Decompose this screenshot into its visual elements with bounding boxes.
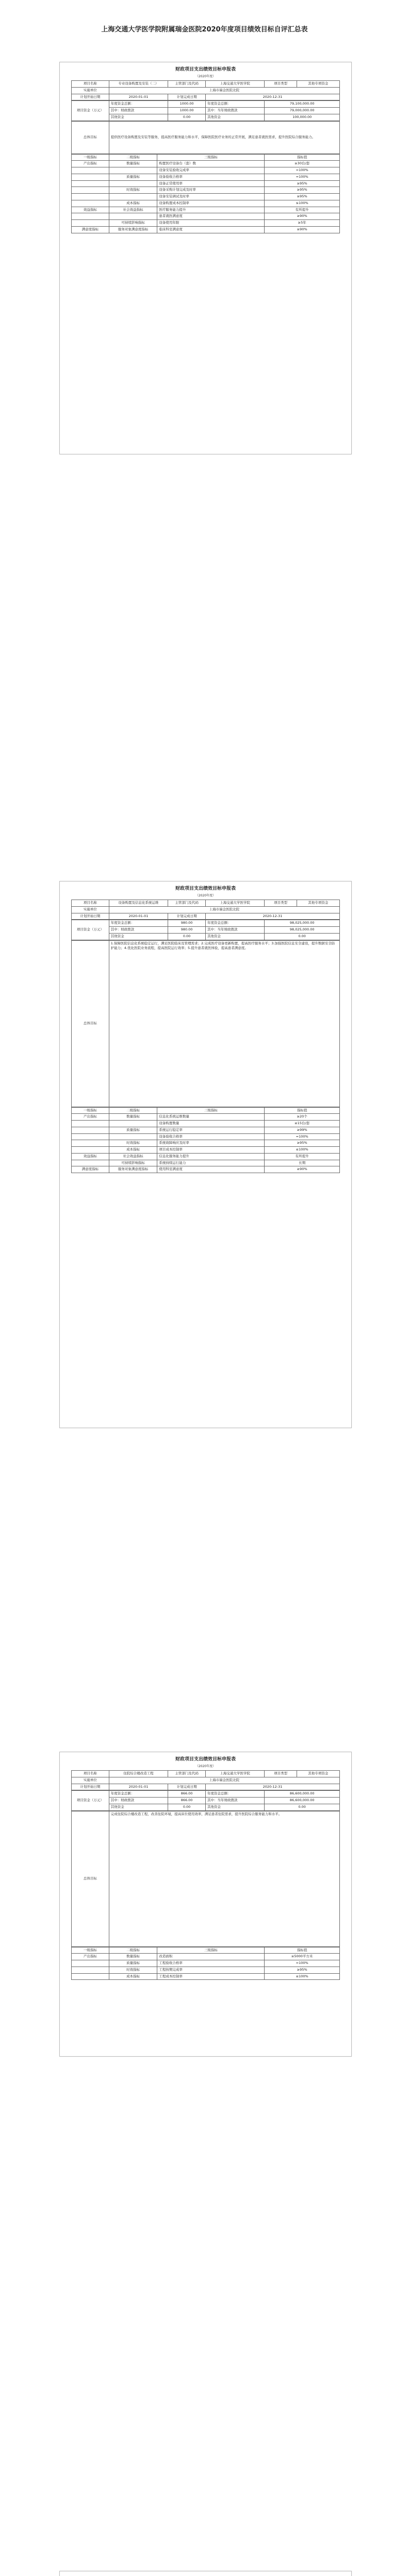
cell: 时效指标 [109,1140,157,1147]
cell: 项目名称 [72,1771,109,1777]
cell [72,1960,109,1967]
cell: 其他资金 [109,114,168,121]
cell: 可持续影响指标 [109,220,157,227]
cell: 项目类型 [265,900,297,907]
cell: 2020-12-31 [205,1784,339,1790]
indicator-row [72,1954,340,1960]
cell [72,1160,109,1166]
cell: =100% [265,174,340,180]
goal-label: 总体目标 [72,1811,109,1946]
cell: ≤100% [265,200,340,207]
cell: 成本指标 [109,1973,157,1980]
page-subtitle: （2020年度） [195,1765,216,1768]
cell: 计划开始日期 [72,94,109,100]
cell: 设备采购计划完成及时率 [157,187,265,194]
indicator-row [72,1133,340,1140]
cell: 设备购置成本控制率 [157,200,265,207]
funding-label: 项目资金（万元） [72,101,109,121]
cell: 其他专项资金 [297,1771,339,1777]
cell: 服务对象满意度指标 [109,226,157,233]
info-row-1 [72,900,340,907]
cell: 年度资金总额： [205,101,264,108]
indicator-header [72,1947,340,1954]
indicator-table [71,1947,340,1980]
cell: 98,025,000.00 [265,920,340,927]
info-row-3 [72,1784,340,1790]
cell: 质量指标 [109,1960,157,1967]
indicator-row [72,187,340,194]
cell: 其他资金 [109,1804,168,1810]
cell: 临床科室满意度 [157,226,265,233]
cell: 时效指标 [109,1967,157,1973]
cell [109,167,157,174]
cell: 其他专项资金 [297,81,339,88]
cell: 工程成本控制率 [157,1973,265,1980]
cell: 效益指标 [72,207,109,213]
cell: 效益指标 [72,1153,109,1160]
cell: 有所提升 [265,207,340,213]
goal-label: 总体目标 [72,940,109,1107]
cell: 社会效益指标 [109,207,157,213]
goal-text: 提供医疗设备购置及安装等服务，提高医疗服务能力和水平，保障医院医疗业务的正常开展，满足患者就医需求，提升医院综合服务能力。 [109,121,339,154]
page-subtitle: （2020年度） [195,894,216,897]
cell: 上海市瑞金医院北院 [109,87,339,94]
indicator-row [72,1967,340,1973]
cell: 计划完成日期 [168,913,206,920]
indicator-row [72,174,340,180]
cell: 上海交通大学医学院 [205,81,264,88]
cell [109,194,157,200]
funding-row [72,108,340,114]
cell: 年度资金总额： [205,920,264,927]
cell: 86,600,000.00 [265,1798,340,1804]
cell: =100% [265,167,340,174]
cell: 可持续影响指标 [109,1160,157,1166]
cell: 项目名称 [72,900,109,907]
goal-table [71,121,340,154]
page-subtitle: （2020年度） [195,75,216,78]
info-row-3 [72,94,340,100]
indicator-row [72,1160,340,1166]
indicator-row [72,220,340,227]
cell: 0.00 [168,114,206,121]
cell: 79,000,000.00 [265,108,340,114]
goal-text: 1.保障医院信息化系统稳定运行，满足医院临床及管理需求；2.完成医疗设备更新购置，提高医疗服务水平；3.加强医院信息安全建设，提升数据安全防护能力；4.优化医院业务流程，提高医院运行效率；5.提升患者就医体验，提高患者满意度。 [109,940,339,1107]
cell: 项目类型 [265,1771,297,1777]
cell: 980.00 [168,927,206,934]
info-row-3 [72,913,340,920]
cell: 2020-12-31 [205,913,339,920]
cell: 866.00 [168,1791,206,1798]
header-cell: 三级指标 [157,154,265,161]
indicator-row [72,226,340,233]
cell: 其中：当年财政拨款 [205,1798,264,1804]
funding-row [72,1791,340,1798]
cell: 设备使用年限 [157,220,265,227]
indicator-row [72,194,340,200]
cell: 其中：财政拨款 [109,1798,168,1804]
indicator-row [72,213,340,220]
header-cell: 二级指标 [109,154,157,161]
goal-table [71,940,340,1107]
indicator-row [72,207,340,213]
cell: 2020-01-01 [109,1784,168,1790]
info-row-2 [72,906,340,913]
cell: 质量指标 [109,174,157,180]
cell: ≤100% [265,1147,340,1154]
header-cell: 一级指标 [72,1107,109,1114]
cell [72,194,109,200]
info-table [71,1770,340,1790]
cell: 其中：财政拨款 [109,927,168,934]
header-cell: 指标值 [265,1107,340,1114]
indicator-table [71,1107,340,1174]
cell: =100% [265,1960,340,1967]
cell: 86,600,000.00 [265,1791,340,1798]
funding-row [72,1798,340,1804]
cell: 满意度指标 [72,1166,109,1173]
cell: 其中：当年财政拨款 [205,927,264,934]
cell: 信息化服务能力提升 [157,1153,265,1160]
cell: 实施单位 [72,1777,109,1784]
cell [72,1967,109,1973]
cell: 有所提升 [265,1153,340,1160]
document-title: 上海交通大学医学院附属瑞金医院2020年度项目绩效目标自评汇总表 [101,26,308,33]
goal-table [71,1811,340,1947]
cell [72,187,109,194]
cell: 其他资金 [109,933,168,940]
cell: 系统运行稳定率 [157,1127,265,1133]
cell: 2020-01-01 [109,94,168,100]
goal-row [72,940,340,1107]
cell: 满意度指标 [72,226,109,233]
cell: 服务对象满意度指标 [109,1166,157,1173]
indicator-row [72,180,340,187]
funding-label: 项目资金（万元） [72,1791,109,1810]
cell: 0.00 [168,1804,206,1810]
cell: ≥90% [265,213,340,220]
cell: 产出指标 [72,161,109,167]
cell: 设备验收合格率 [157,1133,265,1140]
indicator-row [72,161,340,167]
cell: ≥90% [265,1166,340,1173]
indicator-row [72,1121,340,1127]
cell: 计划完成日期 [168,94,206,100]
cell: 项目成本控制率 [157,1147,265,1154]
cell: 长期 [265,1160,340,1166]
indicator-header [72,1107,340,1114]
header-cell: 三级指标 [157,1107,265,1114]
cell: 上海交通大学医学院 [205,1771,264,1777]
cell: ≥95% [265,194,340,200]
cell: 患者就医满意度 [157,213,265,220]
indicator-table [71,154,340,233]
cell: 0.00 [168,933,206,940]
header-cell: 一级指标 [72,1947,109,1954]
cell: 工程按期完成率 [157,1967,265,1973]
cell: 其他资金 [205,1804,264,1810]
cell: 项目类型 [265,81,297,88]
cell: 980.00 [168,920,206,927]
cell: 年度资金总额： [109,920,168,927]
cell [72,1133,109,1140]
cell: =100% [265,1133,340,1140]
cell: ≥5年 [265,220,340,227]
cell: ≥90% [265,226,340,233]
header-cell: 二级指标 [109,1947,157,1954]
cell: 0.00 [265,1804,340,1810]
info-table [71,80,340,100]
cell: 866.00 [168,1798,206,1804]
cell: 100,000.00 [265,114,340,121]
page-title: 财政项目支出绩效目标申报表 [175,1757,236,1762]
page-3 [59,1752,352,2057]
funding-label: 项目资金（万元） [72,920,109,940]
cell [72,1147,109,1154]
cell: 质量指标 [109,1127,157,1133]
cell: 信息化系统运维数量 [157,1114,265,1121]
cell: 系统持续运行能力 [157,1160,265,1166]
cell [109,1133,157,1140]
cell: 数量指标 [109,1114,157,1121]
cell: 时效指标 [109,187,157,194]
cell [72,200,109,207]
cell: 设备正常使用率 [157,180,265,187]
cell: ≥95% [265,187,340,194]
indicator-row [72,167,340,174]
cell: 实施单位 [72,906,109,913]
cell [72,1140,109,1147]
cell: 医疗服务能力提升 [157,207,265,213]
cell: 计划开始日期 [72,913,109,920]
cell: 0.00 [265,933,340,940]
cell: 其他资金 [205,933,264,940]
cell: 其他资金 [205,114,264,121]
cell: 住院综合楼改造工程 [109,1771,168,1777]
cell: 其中：当年财政拨款 [205,108,264,114]
page-title: 财政项目支出绩效目标申报表 [175,67,236,72]
funding-row [72,114,340,121]
indicator-row [72,200,340,207]
page-4 [59,2571,352,2576]
indicator-row [72,1153,340,1160]
cell: 产出指标 [72,1954,109,1960]
header-cell: 二级指标 [109,1107,157,1114]
cell: 设备购置数量 [157,1121,265,1127]
cell: 年度资金总额： [109,1791,168,1798]
page-1 [59,62,352,454]
page-2 [59,881,352,1428]
cell: 计划完成日期 [168,1784,206,1790]
cell [109,180,157,187]
cell: ≥95% [265,1140,340,1147]
cell [72,1127,109,1133]
cell: 数量指标 [109,161,157,167]
cell [72,1121,109,1127]
header-cell: 指标值 [265,1947,340,1954]
cell: 98,025,000.00 [265,927,340,934]
cell [72,167,109,174]
cell: 设备验收合格率 [157,174,265,180]
cell: 上海市瑞金医院北院 [109,1777,339,1784]
cell [72,1973,109,1980]
indicator-row [72,1140,340,1147]
info-row-1 [72,1771,340,1777]
cell: 系统故障响应及时率 [157,1140,265,1147]
header-cell: 指标值 [265,154,340,161]
cell: ≥99% [265,1127,340,1133]
info-row-1 [72,81,340,88]
indicator-row [72,1960,340,1967]
cell [109,1121,157,1127]
funding-table [71,100,340,121]
cell: 专业设备购置及安装（二） [109,81,168,88]
cell: 使用科室满意度 [157,1166,265,1173]
indicator-row [72,1166,340,1173]
cell: 79,100,000.00 [265,101,340,108]
funding-row [72,927,340,934]
cell: ≥95% [265,1967,340,1973]
cell: 工程验收合格率 [157,1960,265,1967]
cell: 年度资金总额： [109,101,168,108]
goal-row [72,1811,340,1946]
cell: 购置医疗设备台（套）数 [157,161,265,167]
cell: 上海市瑞金医院北院 [109,906,339,913]
indicator-row [72,1114,340,1121]
cell: 其中：财政拨款 [109,108,168,114]
cell: 实施单位 [72,87,109,94]
cell: 1000.00 [168,101,206,108]
cell: ≥20个 [265,1114,340,1121]
cell: ≥95% [265,180,340,187]
funding-table [71,920,340,940]
indicator-header [72,154,340,161]
cell: 1000.00 [168,108,206,114]
indicator-row [72,1127,340,1133]
cell: 主管部门及代码 [168,81,206,88]
cell: ≥30台/套 [265,161,340,167]
header-cell: 一级指标 [72,154,109,161]
cell: 主管部门及代码 [168,900,206,907]
cell: 社会效益指标 [109,1153,157,1160]
cell: ≥5000平方米 [265,1954,340,1960]
cell: 设备安装调试及时率 [157,194,265,200]
cell: ≥15台/套 [265,1121,340,1127]
cell: 产出指标 [72,1114,109,1121]
cell [109,213,157,220]
cell: 年度资金总额： [205,1791,264,1798]
cell: 2020-01-01 [109,913,168,920]
cell: 数量指标 [109,1954,157,1960]
info-row-2 [72,1777,340,1784]
cell: 成本指标 [109,200,157,207]
cell [72,220,109,227]
cell: 设备购置及信息化系统运维 [109,900,168,907]
goal-text: 完成住院综合楼改造工程，改善住院环境，提高床位使用效率，满足患者住院需求，提升医院综合服务能力和水平。 [109,1811,339,1946]
cell: 主管部门及代码 [168,1771,206,1777]
funding-row [72,920,340,927]
header-cell: 三级指标 [157,1947,265,1954]
cell [72,213,109,220]
cell: 计划开始日期 [72,1784,109,1790]
cell: ≤100% [265,1973,340,1980]
info-row-2 [72,87,340,94]
info-table [71,900,340,920]
cell: 2020-12-31 [205,94,339,100]
cell: 设备安装验收完成率 [157,167,265,174]
cell: 改造面积 [157,1954,265,1960]
funding-row [72,933,340,940]
goal-label: 总体目标 [72,121,109,154]
cell: 上海交通大学医学院 [205,900,264,907]
indicator-row [72,1973,340,1980]
cell: 项目名称 [72,81,109,88]
funding-row [72,1804,340,1810]
cell [72,174,109,180]
indicator-row [72,1147,340,1154]
cell: 成本指标 [109,1147,157,1154]
page-title: 财政项目支出绩效目标申报表 [175,886,236,891]
cell: 其他专项资金 [297,900,339,907]
cell [72,180,109,187]
funding-table [71,1790,340,1810]
goal-row [72,121,340,154]
funding-row [72,101,340,108]
